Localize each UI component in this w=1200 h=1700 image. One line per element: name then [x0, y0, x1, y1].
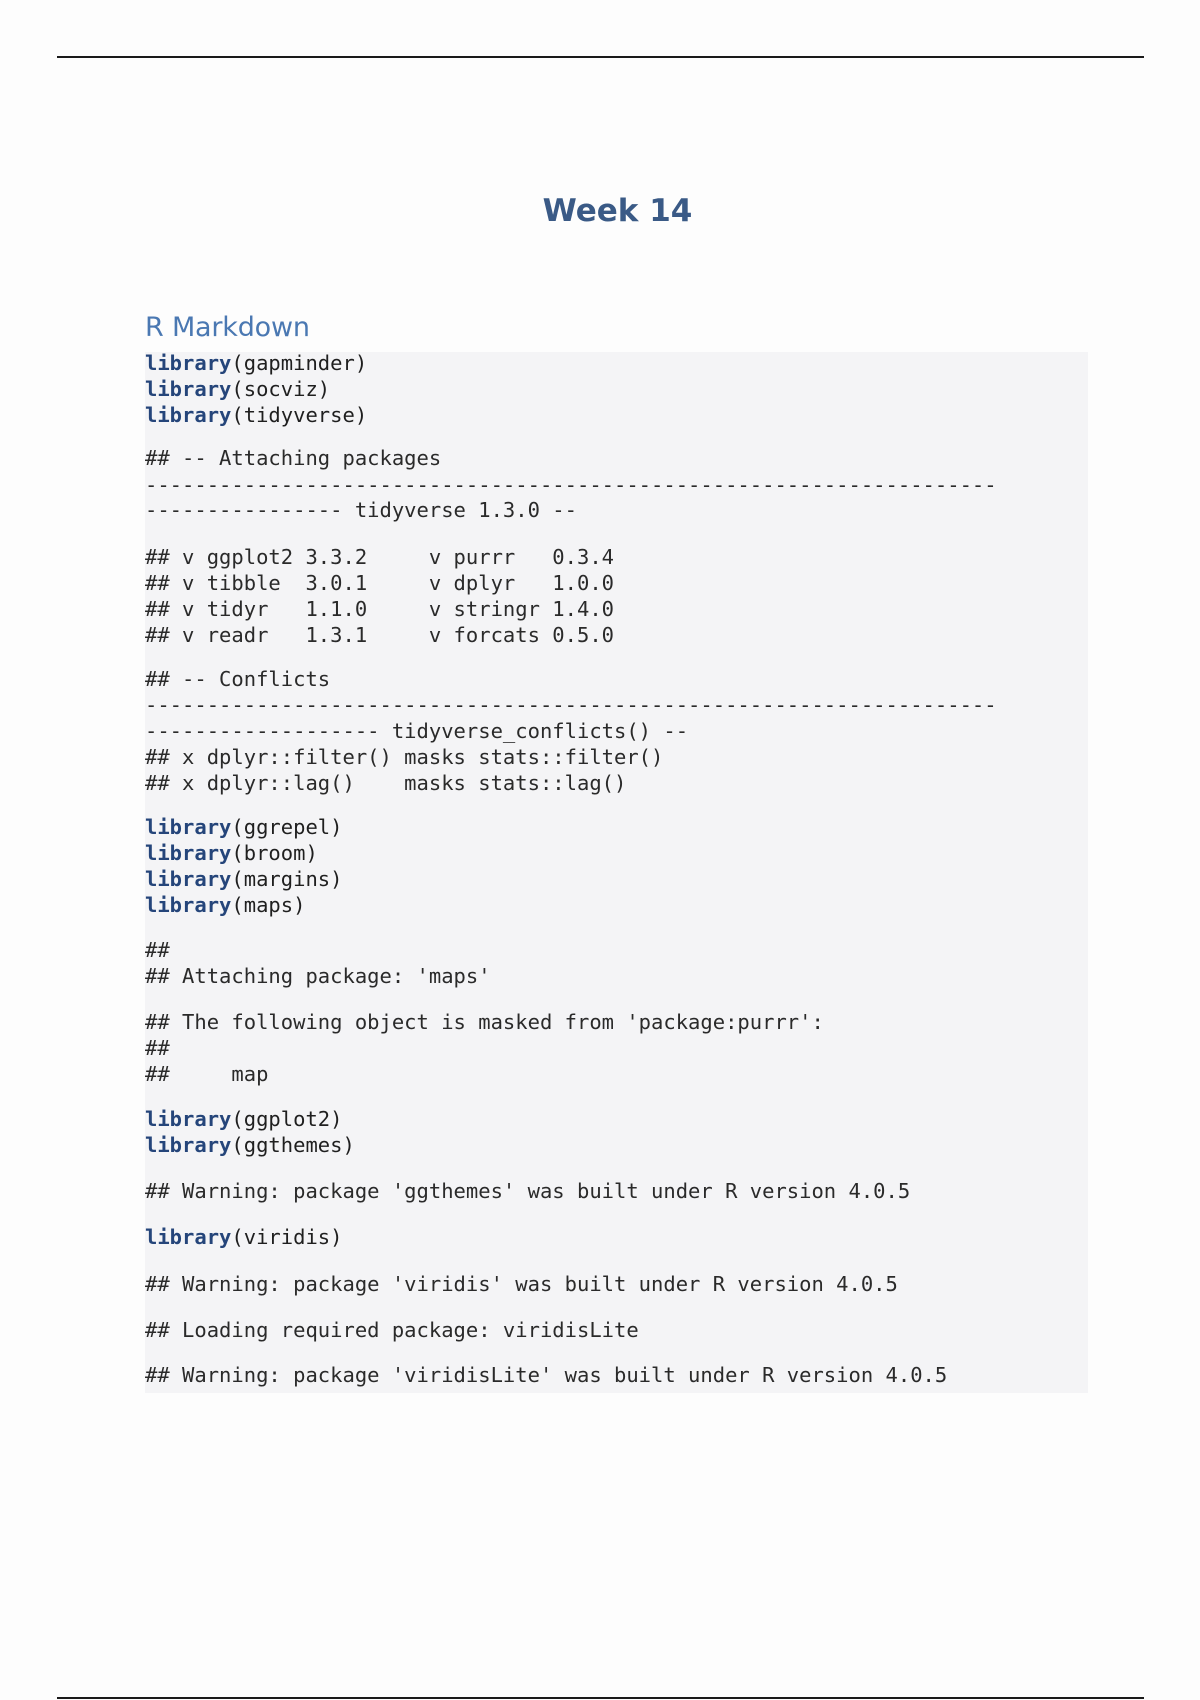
code-line: [145, 1106, 343, 1132]
output-line: ## x dplyr::lag() masks stats::lag(): [145, 771, 627, 795]
code-keyword: library: [145, 403, 232, 427]
code-line: [145, 402, 367, 428]
code-argument: (socviz): [231, 377, 331, 401]
output-line: ## v tidyr 1.1.0 v stringr 1.4.0: [145, 597, 614, 621]
code-argument: (maps): [231, 893, 306, 917]
output-line: ## -- Attaching packages: [145, 446, 442, 470]
code-keyword: library: [145, 867, 232, 891]
section-heading-r-markdown: R Markdown: [145, 312, 310, 343]
output-line: ## Warning: package 'ggthemes' was built under R version 4.0.5: [145, 1179, 911, 1203]
code-argument: (ggplot2): [231, 1107, 343, 1131]
code-line: [145, 376, 330, 402]
code-line: [145, 1224, 343, 1250]
output-line: ##: [145, 938, 170, 962]
code-keyword: library: [145, 1133, 232, 1157]
footer-rule: [57, 1697, 1144, 1699]
code-line: [145, 866, 343, 892]
code-argument: (viridis): [231, 1225, 343, 1249]
code-keyword: library: [145, 841, 232, 865]
document-title: Week 14: [542, 193, 693, 229]
code-argument: (gapminder): [231, 351, 368, 375]
output-line: ---------------------------------------------------------------------: [145, 473, 997, 497]
code-keyword: library: [145, 351, 232, 375]
output-line: ## x dplyr::filter() masks stats::filter(): [145, 745, 664, 769]
output-line: ## The following object is masked from 'package:purrr':: [145, 1010, 824, 1034]
output-line: ## Warning: package 'viridisLite' was built under R version 4.0.5: [145, 1363, 948, 1387]
output-line: ## v tibble 3.0.1 v dplyr 1.0.0: [145, 571, 614, 595]
output-line: ---------------------------------------------------------------------: [145, 693, 997, 717]
output-line: ## v ggplot2 3.3.2 v purrr 0.3.4: [145, 545, 614, 569]
code-line: [145, 892, 305, 918]
code-keyword: library: [145, 1107, 232, 1131]
code-line: [145, 814, 343, 840]
code-line: [145, 840, 318, 866]
output-line: ##: [145, 1036, 170, 1060]
code-keyword: library: [145, 815, 232, 839]
header-rule: [57, 56, 1144, 58]
code-keyword: library: [145, 893, 232, 917]
output-line: ---------------- tidyverse 1.3.0 --: [145, 498, 577, 522]
code-argument: (margins): [231, 867, 343, 891]
code-keyword: library: [145, 377, 232, 401]
output-line: ## v readr 1.3.1 v forcats 0.5.0: [145, 623, 614, 647]
output-line: ## Attaching package: 'maps': [145, 964, 491, 988]
code-argument: (tidyverse): [231, 403, 368, 427]
code-argument: (ggrepel): [231, 815, 343, 839]
code-line: [145, 350, 367, 376]
code-argument: (ggthemes): [231, 1133, 355, 1157]
output-line: ------------------- tidyverse_conflicts() --: [145, 719, 689, 743]
output-line: ## map: [145, 1062, 269, 1086]
output-line: ## Loading required package: viridisLite: [145, 1318, 639, 1342]
output-line: ## -- Conflicts: [145, 667, 331, 691]
code-line: [145, 1132, 355, 1158]
code-keyword: library: [145, 1225, 232, 1249]
output-line: ## Warning: package 'viridis' was built under R version 4.0.5: [145, 1272, 898, 1296]
code-argument: (broom): [231, 841, 318, 865]
